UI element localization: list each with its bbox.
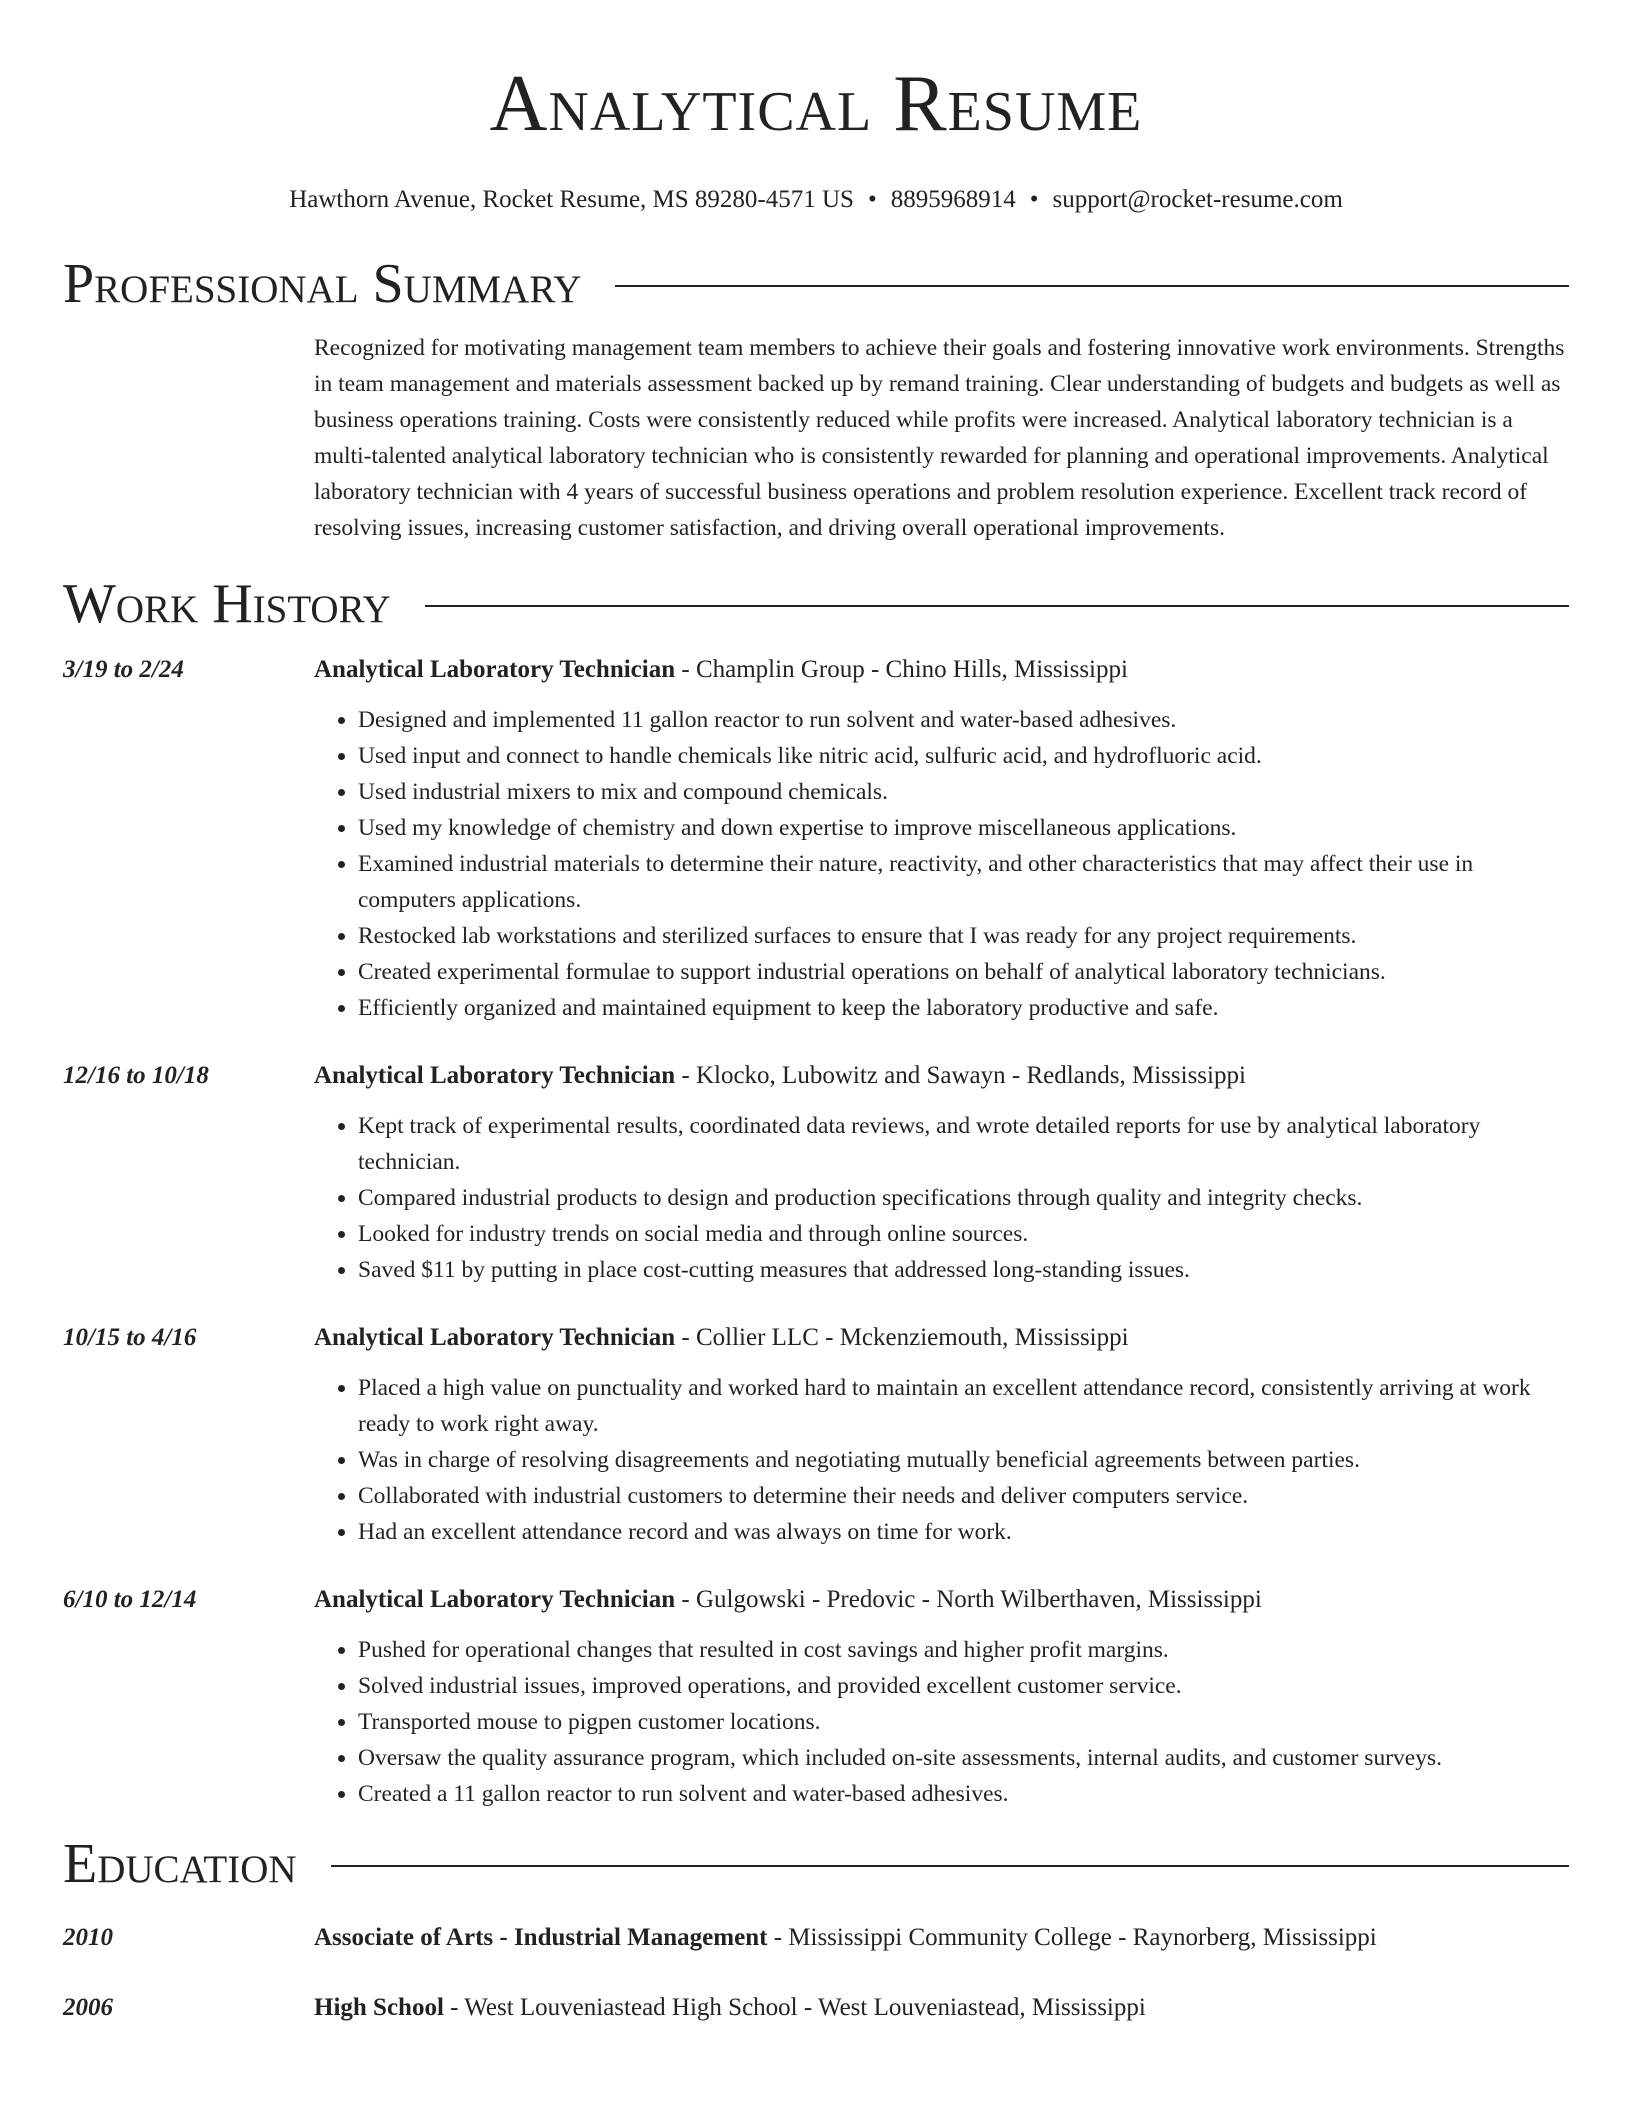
job-body <box>314 1582 1569 1812</box>
job-bullet: • Pushed for operational changes that resulted in cost savings and higher profit margins. <box>358 1632 1569 1668</box>
job-bullet: • Designed and implemented 11 gallon reactor to run solvent and water-based adhesives. <box>358 702 1569 738</box>
resume-name: Analytical Resume <box>489 60 1143 148</box>
education-school-location: - West Louveniastead High School - West Louveniastead, Mississippi <box>443 1994 1146 2021</box>
job-body <box>314 1058 1569 1288</box>
contact-separator: • <box>1029 186 1039 213</box>
job-employer-location: - Champlin Group - Chino Hills, Mississippi <box>675 656 1128 683</box>
job-heading <box>314 1058 1569 1094</box>
job-bullet: • Used my knowledge of chemistry and down expertise to improve miscellaneous applications. <box>358 810 1569 846</box>
work-history-heading <box>63 572 1569 636</box>
job-bullet: • Collaborated with industrial customers to determine their needs and deliver computers service. <box>358 1478 1569 1514</box>
job-body <box>314 652 1569 1026</box>
contact-line <box>0 184 1632 216</box>
job-bullet: • Created experimental formulae to support industrial operations on behalf of analytical laboratory technicians. <box>358 954 1569 990</box>
job-entry <box>63 652 1569 1026</box>
education-body <box>314 1990 1569 2026</box>
education-heading <box>63 1832 1569 1896</box>
job-title: Analytical Laboratory Technician <box>314 1062 676 1089</box>
contact-phone: 8895968914 <box>890 186 1016 213</box>
job-bullet: • Oversaw the quality assurance program, which included on-site assessments, internal audits, and customer surveys. <box>358 1740 1569 1776</box>
job-bullet: • Looked for industry trends on social media and through online sources. <box>358 1216 1569 1252</box>
job-bullet: • Kept track of experimental results, coordinated data reviews, and wrote detailed reports for use by analytical laboratory technician. <box>358 1108 1569 1180</box>
job-bullet: • Had an excellent attendance record and was always on time for work. <box>358 1514 1569 1550</box>
summary-heading-label: Professional Summary <box>63 253 582 315</box>
job-title: Analytical Laboratory Technician <box>314 1324 676 1351</box>
education-entry <box>63 1920 1569 1956</box>
job-bullet-list <box>314 1632 1569 1812</box>
job-dates: 12/16 to 10/18 <box>63 1062 209 1089</box>
job-dates: 3/19 to 2/24 <box>63 656 184 683</box>
job-bullet: • Used input and connect to handle chemicals like nitric acid, sulfuric acid, and hydrofluoric acid. <box>358 738 1569 774</box>
section-divider <box>425 605 1569 607</box>
job-employer-location: - Gulgowski - Predovic - North Wilberthaven, Mississippi <box>675 1586 1262 1613</box>
job-bullet: • Examined industrial materials to determine their nature, reactivity, and other characteristics that may affect their use in computers applications. <box>358 846 1569 918</box>
job-title: Analytical Laboratory Technician <box>314 1586 676 1613</box>
job-bullet: • Used industrial mixers to mix and compound chemicals. <box>358 774 1569 810</box>
job-bullet: • Created a 11 gallon reactor to run solvent and water-based adhesives. <box>358 1776 1569 1812</box>
job-bullet-list <box>314 1108 1569 1288</box>
education-year: 2006 <box>63 1994 113 2021</box>
job-title: Analytical Laboratory Technician <box>314 656 676 683</box>
job-bullet: • Compared industrial products to design and production specifications through quality and integrity checks. <box>358 1180 1569 1216</box>
job-dates: 6/10 to 12/14 <box>63 1586 197 1613</box>
education-section <box>0 1832 1632 2026</box>
job-bullet: • Efficiently organized and maintained equipment to keep the laboratory productive and safe. <box>358 990 1569 1026</box>
job-employer-location: - Klocko, Lubowitz and Sawayn - Redlands, Mississippi <box>675 1062 1246 1089</box>
education-heading-label: Education <box>63 1833 297 1895</box>
contact-email: support@rocket-resume.com <box>1052 186 1343 213</box>
job-entry <box>63 1058 1569 1288</box>
job-bullet: • Solved industrial issues, improved operations, and provided excellent customer service. <box>358 1668 1569 1704</box>
job-heading <box>314 1320 1569 1356</box>
contact-separator: • <box>867 186 877 213</box>
job-bullet: • Restocked lab workstations and sterilized surfaces to ensure that I was ready for any project requirements. <box>358 918 1569 954</box>
education-degree: High School <box>314 1994 444 2021</box>
job-dates: 10/15 to 4/16 <box>63 1324 197 1351</box>
job-heading <box>314 1582 1569 1618</box>
work-history-section <box>0 572 1632 1812</box>
job-bullet-list <box>314 702 1569 1026</box>
summary-heading <box>63 252 1569 316</box>
contact-address: Hawthorn Avenue, Rocket Resume, MS 89280-4571 US <box>289 186 854 213</box>
education-body <box>314 1920 1569 1956</box>
job-body <box>314 1320 1569 1550</box>
section-divider <box>615 285 1569 287</box>
education-school-location: - Mississippi Community College - Raynorberg, Mississippi <box>767 1924 1377 1951</box>
job-heading <box>314 652 1569 688</box>
work-history-heading-label: Work History <box>63 573 391 635</box>
job-entry <box>63 1582 1569 1812</box>
job-bullet-list <box>314 1370 1569 1550</box>
summary-section <box>0 252 1632 546</box>
education-year: 2010 <box>63 1924 113 1951</box>
job-bullet: • Saved $11 by putting in place cost-cutting measures that addressed long-standing issues. <box>358 1252 1569 1288</box>
job-bullet: • Placed a high value on punctuality and worked hard to maintain an excellent attendance record, consistently arriving at work ready to work right away. <box>358 1370 1569 1442</box>
section-divider <box>331 1865 1569 1867</box>
job-employer-location: - Collier LLC - Mckenziemouth, Mississippi <box>675 1324 1129 1351</box>
job-bullet: • Was in charge of resolving disagreements and negotiating mutually beneficial agreements between parties. <box>358 1442 1569 1478</box>
job-entry <box>63 1320 1569 1550</box>
education-entry <box>63 1990 1569 2026</box>
job-bullet: • Transported mouse to pigpen customer locations. <box>358 1704 1569 1740</box>
summary-text: Recognized for motivating management team members to achieve their goals and fostering innovative work environments. Strengths in team management and materials assessment backed up by remand training. Clear understanding of budgets and budgets as well as business operations training. Costs were consistently reduced while profits were increased. Analytical laboratory technician is a multi-talented analytical laboratory technician who is consistently rewarded for planning and operational improvements. Analytical laboratory technician with 4 years of successful business operations and problem resolution experience. Excellent track record of resolving issues, increasing customer satisfaction, and driving overall operational improvements. <box>314 335 1565 541</box>
education-degree: Associate of Arts - Industrial Management <box>314 1924 768 1951</box>
